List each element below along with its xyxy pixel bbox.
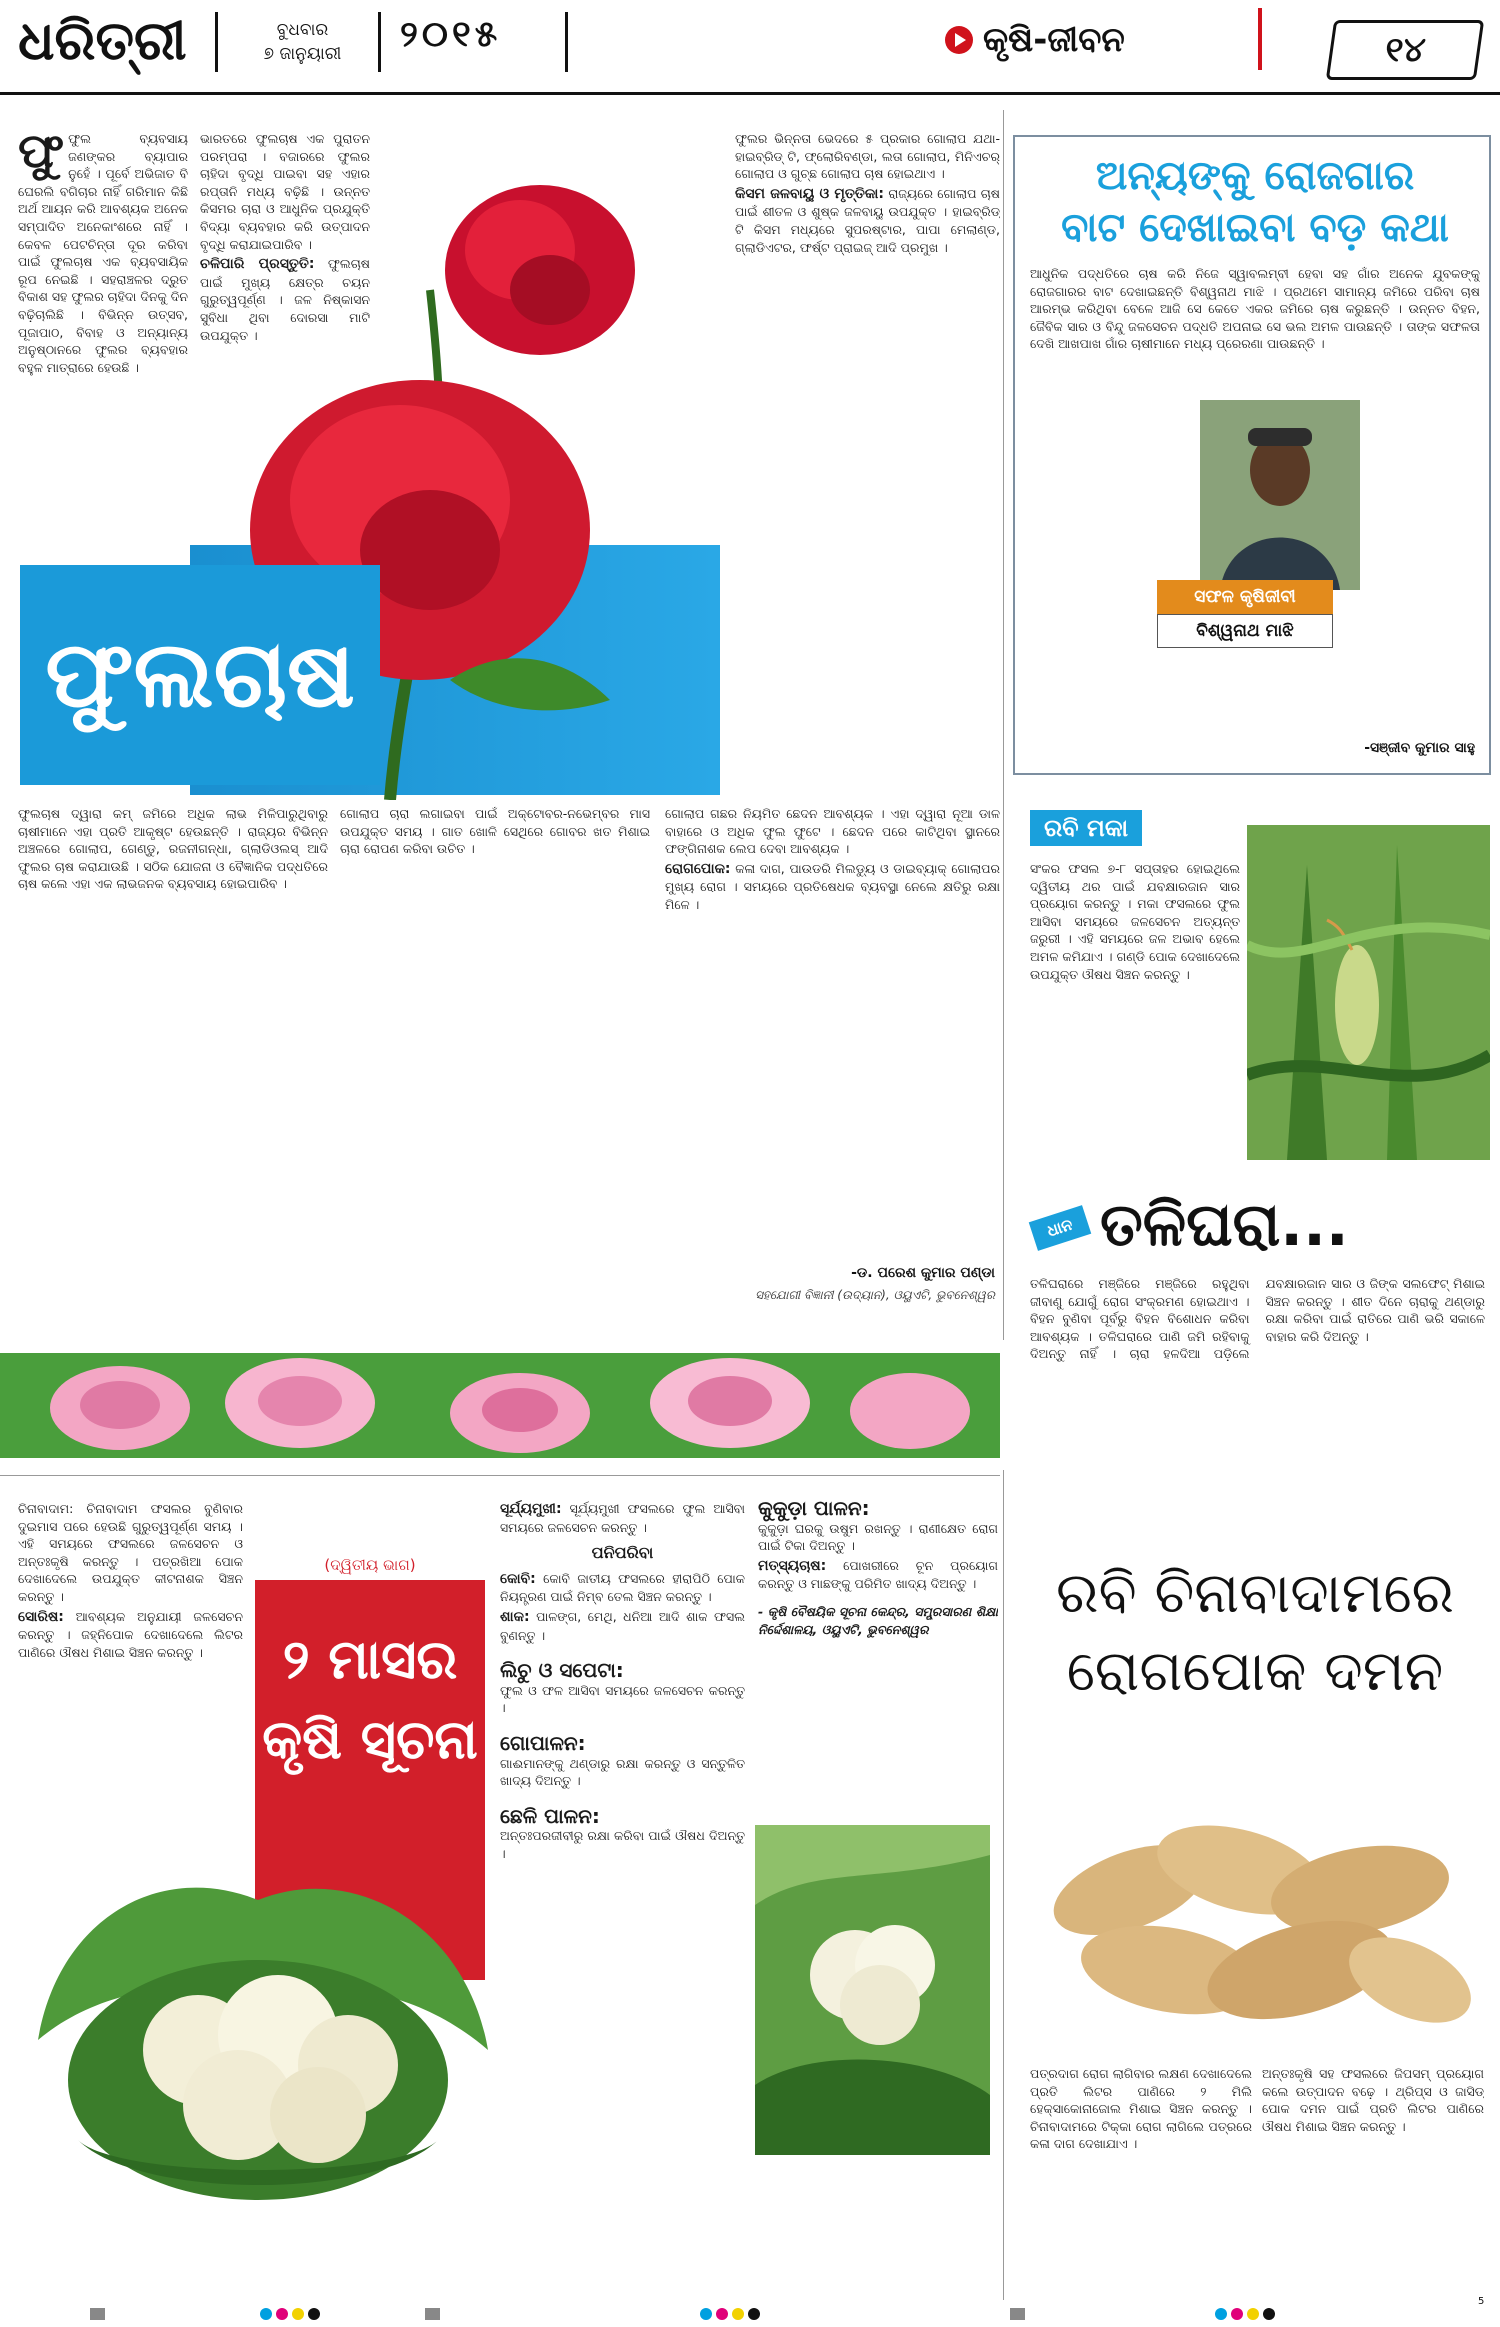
flower-col5-sub: ରୋଗପୋକ: (665, 860, 731, 877)
groundnut-col2-text: ଅନ୍ତଃକୃଷି ସହ ଫସଲରେ ଜିପସମ୍ ପ୍ରୟୋଗ କଲେ ଉତ୍ପାଦନ ବଢ଼େ । ଥ୍ରିପ୍ସ ଓ ଜାସିଡ୍ ପୋକ ଦମନ ପାଇଁ ପ୍ରତି ଲିଟର ପାଣିରେ ଔଷଧ ମିଶାଇ ସିଞ୍ଚନ କରନ୍ତୁ । (1262, 2066, 1484, 2134)
paddy-tag: ଧାନ (1029, 1205, 1092, 1251)
flower-col-1 (18, 130, 188, 550)
flower-col3-p2: ରାଜ୍ୟରେ ଗୋଲାପ ଚାଷ ପାଇଁ ଶୀତଳ ଓ ଶୁଷ୍କ ଜଳବାୟୁ ଉପଯୁକ୍ତ । ହାଇବ୍ରିଡ୍ ଟି କିସମ ମଧ୍ୟରେ ସୁପରଷ୍ଟାର, ପାପା ମେଲାଣ୍ଡ, ଗ୍ଲାଡିଏଟର, ଫର୍ଷ୍ଟ ପ୍ରାଇଜ୍ ଆଦି ପ୍ରମୁଖ । (735, 185, 1000, 255)
calendar-p-cattle: ଗାଈମାନଙ୍କୁ ଥଣ୍ଡାରୁ ରକ୍ଷା କରନ୍ତୁ ଓ ସନ୍ତୁଳିତ ଖାଦ୍ୟ ଦିଅନ୍ତୁ । (500, 1755, 745, 1789)
registration-dot-cyan (1215, 2308, 1227, 2320)
masthead-day-date: ୭ ଜାନୁୟାରୀ (263, 44, 342, 64)
flower-col5-p1: ଗୋଲାପ ଗଛର ନିୟମିତ ଛେଦନ ଆବଶ୍ୟକ । ଏହା ଦ୍ୱାରା ନୂଆ ଡାଳ ବାହାରେ ଓ ଅଧିକ ଫୁଲ ଫୁଟେ । ଛେଦନ ପରେ କାଟିଥିବା ସ୍ଥାନରେ ଫଙ୍ଗିନାଶକ ଲେପ ଦେବା ଆବଶ୍ୟକ । (665, 806, 1000, 857)
masthead-red-bar (1258, 8, 1262, 70)
registration-dot-yellow (1247, 2308, 1259, 2320)
calendar-big-poultry: କୁକୁଡ଼ା ପାଳନ: (758, 1500, 870, 1520)
calendar-col-2 (500, 1500, 745, 2300)
flower-col2-p1: ଭାରତରେ ଫୁଲଚାଷ ଏକ ପୁରାତନ ପରମ୍ପରା । ବଜାରରେ ଫୁଲର ଚାହିଦା ବୃଦ୍ଧି ପାଇବା ସହ ଏହାର ରପ୍ତାନି ମଧ୍ୟ ବଢ଼ିଛି । ଉନ୍ନତ କିସମର ଚାରା ଓ ଆଧୁନିକ ପ୍ରଯୁକ୍ତି ବିଦ୍ୟା ବ୍ୟବହାର କରି ଉତ୍ପାଦନ ବୃଦ୍ଧି କରାଯାଇପାରିବ । (200, 131, 370, 252)
masthead-divider (215, 12, 218, 72)
registration-dot-magenta (716, 2308, 728, 2320)
dropcap: ଫୁ (18, 130, 65, 179)
talighara-body (1030, 1275, 1485, 1515)
flower-col-5 (665, 805, 1000, 1255)
employment-byline: -ସଞ୍ଜୀବ କୁମାର ସାହୁ (1364, 740, 1475, 756)
groundnut-photo (1040, 1780, 1480, 2050)
masthead-year: ୨୦୧୫ (400, 14, 502, 55)
newspaper-logo: ଧରିତ୍ରୀ (18, 8, 187, 72)
registration-dot-black (308, 2308, 320, 2320)
play-icon (945, 26, 973, 54)
registration-dot-cyan (700, 2308, 712, 2320)
calendar-sub-fishery: ମତ୍ସ୍ୟଚାଷ: (758, 1557, 827, 1574)
masthead (0, 0, 1500, 95)
calendar-col-1 (18, 1500, 243, 1830)
calendar-big-goat: ଛେଳି ପାଳନ: (500, 1803, 600, 1828)
calendar-p-goat: ଅନ୍ତଃପରଜୀବୀରୁ ରକ୍ଷା କରିବା ପାଇଁ ଔଷଧ ଦିଅନ୍ତୁ । (500, 1828, 745, 1861)
flower-col3-sub: କିସମ ଜଳବାୟୁ ଓ ମୃତ୍ତିକା: (735, 185, 884, 202)
employment-headline (1030, 150, 1480, 254)
calendar-byline: - କୃଷି ବୈଷୟିକ ସୂଚନା କେନ୍ଦ୍ର, ସମ୍ପ୍ରସାରଣ ଶିକ୍ଷା ନିର୍ଦ୍ଦେଶାଳୟ, ଓୟୁଏଟି, ଭୁବନେଶ୍ୱର (758, 1603, 998, 1637)
maize-tag: ରବି ମକା (1030, 810, 1142, 846)
cauliflower-photo (18, 1840, 498, 2230)
maize-body-text: ସଂକର ଫସଲ ୭-୮ ସପ୍ତାହର ହୋଇଥିଲେ ଦ୍ୱିତୀୟ ଥର ପାଇଁ ଯବକ୍ଷାରଜାନ ସାର ପ୍ରୟୋଗ କରନ୍ତୁ । ମକା ଫସଲରେ ଫୁଲ ଆସିବା ସମୟରେ ଜଳସେଚନ ଅତ୍ୟନ୍ତ ଜରୁରୀ । ଏହି ସମୟରେ ଜଳ ଅଭାବ ହେଲେ ଅମଳ କମିଯାଏ । ଗଣ୍ଡି ପୋକ ଦେଖାଦେଲେ ଉପଯୁକ୍ତ ଔଷଧ ସିଞ୍ଚନ କରନ୍ତୁ । (1030, 861, 1240, 982)
maize-photo (1247, 825, 1490, 1160)
groundnut-headline-line2: ରୋଗପୋକ ଦମନ (1066, 1639, 1444, 1704)
calendar-p-cabbage: କୋବି ଜାତୀୟ ଫସଲରେ ହୀରାପିଠି ପୋକ ନିୟନ୍ତ୍ରଣ ପାଇଁ ନିମ୍ବ ତେଲ ସିଞ୍ଚନ କରନ୍ତୁ । (500, 1570, 745, 1605)
pink-rose-banner (0, 1353, 1000, 1458)
maize-body (1030, 860, 1240, 1160)
farmer-name: ବିଶ୍ୱନାଥ ମାଝି (1157, 614, 1333, 648)
flower-col1-p1: ଫୁଲ ବ୍ୟବସାୟ ଜଣଙ୍କର ବ୍ୟାପାର ନୁହେଁ । ପୂର୍ବେ ଅଭିଜାତ ବି ଘେରଲି ବଗିଚାର ନାହିଁ ଗରିମାନ କିଛି ଅର୍ଥ ଆୟନ କରି ଆବଶ୍ୟକ ଅନେକ ସମ୍ପାଦିତ ଅନେକାଂଶରେ ନାହିଁ । କେବଳ ପେଟଚିନ୍ତା ଦୂର କରିବା ପାଇଁ ଫୁଲଚାଷ ଏକ ବ୍ୟବସାୟିକ ରୂପ ନେଇଛି । ସହରାଞ୍ଚଳର ଦ୍ରୁତ ବିକାଶ ସହ ଫୁଲର ଚାହିଦା ଦିନକୁ ଦିନ ବଢ଼ିଚାଲିଛି । ବିଭିନ୍ନ ଉତ୍ସବ, ପୂଜାପାଠ, ବିବାହ ଓ ଅନ୍ୟାନ୍ୟ ଅନୁଷ୍ଠାନରେ ଫୁଲର ବ୍ୟବହାର ବହୁଳ ମାତ୍ରାରେ ହେଉଛି । (18, 131, 188, 375)
cauliflower-field-photo (755, 1825, 990, 2155)
employment-body-text: ଆଧୁନିକ ପଦ୍ଧତିରେ ଚାଷ କରି ନିଜେ ସ୍ୱାବଲମ୍ବୀ ହେବା ସହ ଗାଁର ଅନେକ ଯୁବକଙ୍କୁ ରୋଜଗାରର ବାଟ ଦେଖାଇଛନ୍ତି ବିଶ୍ୱନାଥ ମାଝି । ପ୍ରଥମେ ସାମାନ୍ୟ ଜମିରେ ପରିବା ଚାଷ ଆରମ୍ଭ କରିଥିବା ବେଳେ ଆଜି ସେ କେତେ ଏକର ଜମିରେ ଚାଷ କରୁଛନ୍ତି । ଉନ୍ନତ ବିହନ, ଜୈବିକ ସାର ଓ ବିନ୍ଦୁ ଜଳସେଚନ ପଦ୍ଧତି ଅପନାଇ ସେ ଭଲ ଅମଳ ପାଉଛନ୍ତି । ତାଙ୍କ ସଫଳତା ଦେଖି ଆଖପାଖ ଗାଁର ଚାଷୀମାନେ ମଧ୍ୟ ପ୍ରେରଣା ପାଉଛନ୍ତି । (1030, 266, 1480, 352)
calendar-col1-b: ଆବଶ୍ୟକ ଅନୁଯାୟୀ ଜଳସେଚନ କରନ୍ତୁ । ଜହ୍ନିପୋକ ଦେଖାଦେଲେ ଲିଟର ପାଣିରେ ଔଷଧ ମିଶାଇ ସିଞ୍ଚନ କରନ୍ତୁ । (18, 1608, 243, 1660)
calendar-title: ୨ ମାସର କୃଷି ସୂଚନା (262, 1628, 478, 1771)
groundnut-headline (1020, 1555, 1490, 1711)
column-rule (1003, 110, 1004, 1340)
section-rule (0, 1475, 1000, 1476)
calendar-big-cattle: ଗୋପାଳନ: (500, 1730, 586, 1755)
masthead-divider (565, 12, 568, 72)
flower-col1-p2: ଫୁଲଚାଷ ଦ୍ୱାରା କମ୍ ଜମିରେ ଅଧିକ ଲାଭ ମିଳିପାରୁଥିବାରୁ ଚାଷୀମାନେ ଏହା ପ୍ରତି ଆକୃଷ୍ଟ ହେଉଛନ୍ତି । ରାଜ୍ୟର ବିଭିନ୍ନ ଅଞ୍ଚଳରେ ଗୋଲାପ, ଗେଣ୍ଡୁ, ରଜନୀଗନ୍ଧା, ଗ୍ଲାଡିଓଲସ୍ ଆଦି ଫୁଲର ଚାଷ କରାଯାଉଛି । ସଠିକ ଯୋଜନା ଓ ବୈଜ୍ଞାନିକ ପଦ୍ଧତିରେ ଚାଷ କଲେ ଏହା ଏକ ଲାଭଜନକ ବ୍ୟବସାୟ ହୋଇପାରିବ । (18, 806, 328, 892)
registration-bar (90, 2308, 105, 2320)
masthead-day: ବୁଧବାର (276, 20, 329, 40)
calendar-p-greens: ପାଳଙ୍ଗ, ମେଥି, ଧନିଆ ଆଦି ଶାକ ଫସଲ ବୁଣନ୍ତୁ । (500, 1608, 745, 1643)
flower-col4-p1: ଗୋଲାପ ଚାରା ଲଗାଇବା ପାଇଁ ଅକ୍ଟୋବର-ନଭେମ୍ବର ମାସ ଉପଯୁକ୍ତ ସମୟ । ଗାତ ଖୋଳି ସେଥିରେ ଗୋବର ଖତ ମିଶାଇ ଚାରା ରୋପଣ କରିବା ଉଚିତ । (340, 806, 650, 857)
groundnut-col-2 (1262, 2065, 1484, 2300)
calendar-col1-sub: ସୋରିଷ: (18, 1608, 64, 1625)
masthead-divider (378, 12, 381, 72)
registration-dot-black (1263, 2308, 1275, 2320)
flower-byline-caption: ସହଯୋଗୀ ବିଜ୍ଞାନୀ (ଉଦ୍ୟାନ), ଓୟୁଏଟି, ଭୁବନେଶ୍ୱର (755, 1288, 995, 1302)
page-mark: 5 (1478, 2296, 1485, 2307)
success-badge: ସଫଳ କୃଷିଜୀବୀ (1157, 580, 1333, 614)
flower-col-1b (18, 805, 328, 1340)
flower-col3-p1: ଫୁଲର ଭିନ୍ନତା ଭେଦରେ ୫ ପ୍ରକାର ଗୋଲାପ ଯଥା- ହାଇବ୍ରିଡ୍ ଟି, ଫ୍ଲୋରିବଣ୍ଡା, ଲତା ଗୋଲାପ, ମିନିଏଚର୍ ଗୋଲାପ ଓ ଗୁଚ୍ଛ ଗୋଲାପ ଚାଷ ହୋଇଥାଏ । (735, 131, 1000, 182)
registration-dot-magenta (276, 2308, 288, 2320)
calendar-sub-sunflower: ସୂର୍ଯ୍ୟମୁଖୀ: (500, 1501, 562, 1517)
calendar-vegetable-head: ପନିପରିବା (591, 1543, 654, 1563)
masthead-date (240, 18, 365, 66)
flower-article-title: ଫୁଲଚାଷ (20, 565, 380, 785)
talighara-body-text: ତଳିଘରାରେ ମଞ୍ଜିରେ ମଞ୍ଜିରେ ରହୁଥିବା ଜୀବାଣୁ ଯୋଗୁଁ ରୋଗ ସଂକ୍ରମଣ ହୋଇଥାଏ । ବିହନ ବୁଣିବା ପୂର୍ବରୁ ବିହନ ବିଶୋଧନ କରିବା ଆବଶ୍ୟକ । ତଳିଘରାରେ ପାଣି ଜମି ରହିବାକୁ ଦିଅନ୍ତୁ ନାହିଁ । ଚାରା ହଳଦିଆ ପଡ଼ିଲେ ଯବକ୍ଷାରଜାନ ସାର ଓ ଜିଙ୍କ ସଲଫେଟ୍ ମିଶାଇ ସିଞ୍ଚନ କରନ୍ତୁ । ଶୀତ ଦିନେ ଚାରାକୁ ଥଣ୍ଡାରୁ ରକ୍ଷା କରିବା ପାଇଁ ରାତିରେ ପାଣି ଭରି ସକାଳେ ବାହାର କରି ଦିଅନ୍ତୁ । (1030, 1276, 1485, 1362)
section-title (945, 20, 1125, 60)
column-rule (1003, 1470, 1004, 2300)
registration-dot-cyan (260, 2308, 272, 2320)
groundnut-col1-text: ପତ୍ରଦାଗ ରୋଗ ଲାଗିବାର ଲକ୍ଷଣ ଦେଖାଦେଲେ ପ୍ରତି ଲିଟର ପାଣିରେ ୨ ମିଲି ହେକ୍ସାକୋନାଜୋଲ ମିଶାଇ ସିଞ୍ଚନ କରନ୍ତୁ । ଚିନାବାଦାମରେ ଟିକ୍କା ରୋଗ ଲାଗିଲେ ପତ୍ରରେ କଳା ଦାଗ ଦେଖାଯାଏ । (1030, 2066, 1252, 2152)
calendar-p-poultry: କୁକୁଡ଼ା ଘରକୁ ଉଷୁମ ରଖନ୍ତୁ । ରାଣୀକ୍ଷେତ ରୋଗ ପାଇଁ ଟିକା ଦିଅନ୍ତୁ । (758, 1520, 998, 1554)
groundnut-col-1 (1030, 2065, 1252, 2300)
calendar-p-sunflower: ସୂର୍ଯ୍ୟମୁଖୀ ଫସଲରେ ଫୁଲ ଆସିବା ସମୟରେ ଜଳସେଚନ କରନ୍ତୁ । (500, 1501, 745, 1535)
calendar-col1-text: ଚିନାବାଦାମ: ଚିନାବାଦାମ ଫସଲର ବୁଣିବାର ଦୁଇମାସ ପରେ ହେଉଛି ଗୁରୁତ୍ୱପୂର୍ଣ୍ଣ ସମୟ । ଏହି ସମୟରେ ଫସଲରେ ଜଳସେଚନ ଓ ଅନ୍ତଃକୃଷି କରନ୍ତୁ । ପତ୍ରଖିଆ ପୋକ ଦେଖାଦେଲେ ଉପଯୁକ୍ତ କୀଟନାଶକ ସିଞ୍ଚନ କରନ୍ତୁ । (18, 1501, 243, 1604)
section-name: କୃଷି-ଜୀବନ (983, 20, 1125, 60)
flower-col2-p2: ଫୁଲଚାଷ ପାଇଁ ମୁଖ୍ୟ କ୍ଷେତ୍ର ଚୟନ ଗୁରୁତ୍ୱପୂର୍ଣ୍ଣ । ଜଳ ନିଷ୍କାସନ ସୁବିଧା ଥିବା ଦୋରସା ମାଟି ଉପଯୁକ୍ତ । (200, 256, 370, 343)
registration-dot-magenta (1231, 2308, 1243, 2320)
registration-bar (1010, 2308, 1025, 2320)
page-number: ୧୪ (1326, 20, 1484, 80)
employment-headline-line2: ବାଟ ଦେଖାଇବା ବଡ଼ କଥା (1061, 205, 1449, 251)
flower-col-3 (735, 130, 1000, 360)
farmer-photo (1200, 400, 1360, 590)
calendar-sub-cabbage: କୋବି: (500, 1570, 536, 1587)
calendar-p-litchi: ଫୁଲ ଓ ଫଳ ଆସିବା ସମୟରେ ଜଳସେଚନ କରନ୍ତୁ । (500, 1682, 745, 1716)
registration-dot-yellow (292, 2308, 304, 2320)
flower-col5-p2: କଳା ଦାଗ, ପାଉଡରି ମିଲଡ୍ୟୁ ଓ ଡାଇବ୍ୟାକ୍ ଗୋଲାପର ମୁଖ୍ୟ ରୋଗ । ସମୟରେ ପ୍ରତିଷେଧକ ବ୍ୟବସ୍ଥା ନେଲେ କ୍ଷତିରୁ ରକ୍ଷା ମିଳେ । (665, 860, 1000, 912)
talighara-headline: ତଳିଘରା... (1100, 1190, 1349, 1260)
flower-byline: -ଡ. ପରେଶ କୁମାର ପଣ୍ଡା (851, 1265, 995, 1281)
groundnut-headline-line1: ରବି ଚିନାବାଦାମରେ (1056, 1561, 1454, 1626)
calendar-p-fishery: ପୋଖରୀରେ ଚୂନ ପ୍ରୟୋଗ କରନ୍ତୁ ଓ ମାଛଙ୍କୁ ପରିମିତ ଖାଦ୍ୟ ଦିଅନ୍ତୁ । (758, 1557, 998, 1592)
registration-dot-yellow (732, 2308, 744, 2320)
flower-col-4 (340, 805, 650, 1340)
calendar-part-tag: (ଦ୍ୱିତୀୟ ଭାଗ) (255, 1550, 485, 1580)
employment-headline-line1: ଅନ୍ୟଙ୍କୁ ରୋଜଗାର (1095, 153, 1415, 199)
registration-bar (425, 2308, 440, 2320)
calendar-col-3 (758, 1500, 998, 1800)
flower-col2-sub: ଚଳିପାରି ପ୍ରସ୍ତୁତି: (200, 256, 315, 273)
registration-dot-black (748, 2308, 760, 2320)
calendar-big-litchi: ଲିଚୁ ଓ ସପେଟା: (500, 1658, 624, 1683)
calendar-sub-greens: ଶାକ: (500, 1608, 530, 1625)
